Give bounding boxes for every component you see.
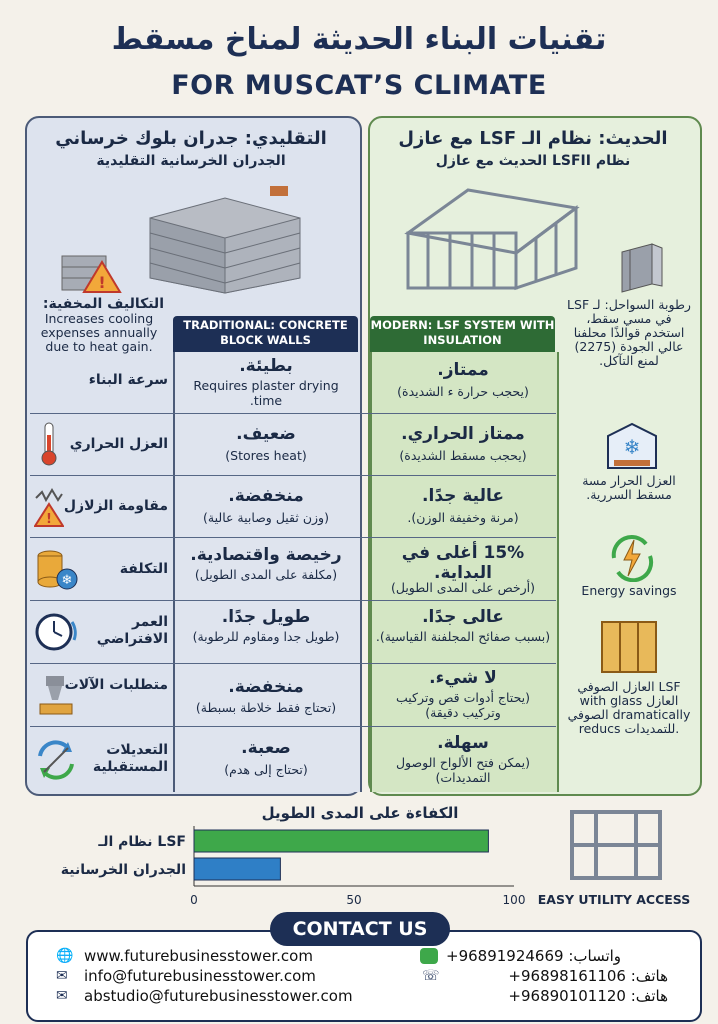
utility-access-label: EASY UTILITY ACCESS [537, 892, 691, 907]
modern-value: سهلة. [437, 733, 489, 753]
chart-tick-label: 50 [346, 893, 362, 907]
chart-tick-label: 0 [190, 893, 198, 907]
svg-text:!: ! [98, 273, 106, 292]
modern-column-header: MODERN: LSF SYSTEM WITH INSULATION [370, 316, 555, 354]
traditional-value: منخفضة. [228, 486, 304, 506]
chart-category-label: نظام الـ LSF [98, 834, 186, 850]
page-title-english: FOR MUSCAT’S CLIMATE [171, 70, 547, 101]
hidden-costs-text: Increases cooling expenses annually due to heat gain. [40, 311, 158, 354]
traditional-subtitle: الجدران الخرسانية التقليدية [96, 153, 286, 169]
modern-note: (يحجب مسقط الشديدة) [399, 448, 527, 463]
modern-note: (مرنة وخفيفة الوزن). [407, 510, 519, 525]
concrete-block-wall-illustration [140, 178, 310, 296]
row-divider [30, 537, 556, 538]
modern-note: (أرخص على المدى الطويل) [390, 580, 536, 595]
row-label-modifications: التعديلات المستقبلية [92, 742, 168, 775]
insulation-note: العزل الحرار مسة مسقط السررية. [582, 473, 676, 502]
chart-tick-label: 100 [502, 893, 526, 907]
energy-savings-label: Energy savings [581, 583, 677, 598]
modern-note: (بسبب صفائح المجلفنة القياسية). [375, 629, 551, 644]
svg-text:❄: ❄ [61, 573, 73, 588]
modern-subtitle: نظام LSFII الحديث مع عازل [435, 153, 631, 169]
efficiency-chart [20, 822, 530, 908]
thermometer-icon [36, 420, 62, 468]
chart-category-label: الجدران الخرسانية [60, 862, 186, 878]
page-title-arabic: تقنيات البناء الحديثة لمناخ مسقط [111, 22, 607, 57]
phone-number-2[interactable]: هاتف: 96890101120+ [508, 987, 668, 1005]
modern-value: عالية جدًا. [422, 486, 504, 506]
mail-icon: ✉ [56, 988, 68, 1004]
glass-wool-icon [598, 618, 660, 676]
modern-value: لا شيء. [429, 668, 497, 688]
traditional-value: بطيئة. [239, 356, 293, 376]
traditional-note: (طويل جدا ومقاوم للرطوبة) [192, 629, 340, 644]
traditional-column-header: TRADITIONAL: CONCRETE BLOCK WALLS [173, 316, 358, 354]
traditional-value: طويل جدًا. [221, 607, 311, 627]
phone-number-1[interactable]: هاتف: 96898161106+ [508, 967, 668, 985]
steel-profile-icon [612, 240, 668, 294]
glass-wool-note: العازل الصوفي LSF with glass العازل الصوفي dramatically reducs للتمديدات. [567, 679, 691, 736]
hidden-costs-label: التكاليف المخفية: [42, 296, 164, 312]
email-abstudio-link[interactable]: abstudio@futurebusinesstower.com [84, 987, 353, 1005]
contact-title: CONTACT US [270, 912, 450, 946]
svg-text:!: ! [46, 512, 52, 527]
traditional-value: منخفضة. [228, 677, 304, 697]
modern-value: 15% أغلى في البداية. [401, 543, 525, 583]
whatsapp-number[interactable]: واتساب: 96891924669+ [446, 947, 622, 965]
website-link[interactable]: www.futurebusinesstower.com [84, 947, 313, 965]
traditional-value: رخيصة واقتصادية. [190, 545, 342, 565]
svg-text:❄: ❄ [623, 435, 641, 459]
energy-savings-icon [606, 532, 658, 582]
row-divider [30, 600, 556, 601]
row-label-speed: سرعة البناء [88, 372, 168, 388]
row-divider [30, 475, 556, 476]
globe-icon: 🌐 [56, 948, 74, 964]
modern-value: ممتاز. [437, 360, 489, 380]
modern-title: الحديث: نظام الـ LSF مع عازل [398, 128, 668, 149]
traditional-note: (وزن ثقيل وصابية عالية) [203, 510, 329, 525]
humidity-note: رطوبة السواحل: لـ LSF في مسي سقط، استخدم قوالذًا محلفنا عالي الجودة (2275) لمنع التآكل. [567, 297, 691, 368]
mail-icon: ✉ [56, 968, 68, 984]
modern-note: (يحجب حرارة ء الشديدة) [397, 384, 529, 399]
row-label-earthquake: مقاومة الزلازل [63, 498, 168, 514]
chart-title: الكفاءة على المدى الطويل [261, 804, 459, 822]
chart-bar [194, 830, 488, 852]
traditional-note: (مكلفة على المدى الطويل) [194, 567, 338, 582]
email-info-link[interactable]: info@futurebusinesstower.com [84, 967, 316, 985]
traditional-note: Requires plaster drying time. [193, 378, 339, 408]
traditional-note: (تحتاج فقط خلاطة بسبطة) [195, 700, 337, 715]
utility-access-frame-icon [566, 806, 666, 884]
row-label-lifespan: العمر الافتراضي [96, 614, 168, 647]
row-label-thermal: العزل الحراري [69, 436, 168, 452]
insulated-room-icon [604, 420, 660, 470]
modern-note: (يحتاج أدوات قص وتركيب وتركيب دقيقة) [395, 690, 530, 720]
lsf-frame-illustration [398, 178, 586, 296]
modern-value: عالى جدًا. [422, 607, 504, 627]
row-divider [30, 726, 556, 727]
row-divider [30, 413, 556, 414]
row-label-cost: التكلفة [119, 561, 168, 577]
warning-wall-icon [58, 236, 122, 294]
row-label-machinery: متطلبات الآلات [64, 677, 168, 693]
phone-icon: ☏ [422, 968, 440, 984]
modern-value: ممتاز الحراري. [401, 424, 525, 444]
whatsapp-icon [420, 948, 438, 964]
traditional-value: ضعيف. [236, 424, 296, 444]
traditional-value: صعبة. [241, 738, 291, 758]
chart-bar [194, 858, 280, 880]
modern-note: (يمكن فتح الألواح الوصول التمديدات) [395, 755, 531, 785]
traditional-note: (Stores heat) [225, 448, 307, 463]
traditional-title: التقليدي: جدران بلوك خرساني [55, 128, 327, 149]
traditional-note: (تحتاج إلى هدم) [224, 762, 308, 777]
row-divider [30, 663, 556, 664]
